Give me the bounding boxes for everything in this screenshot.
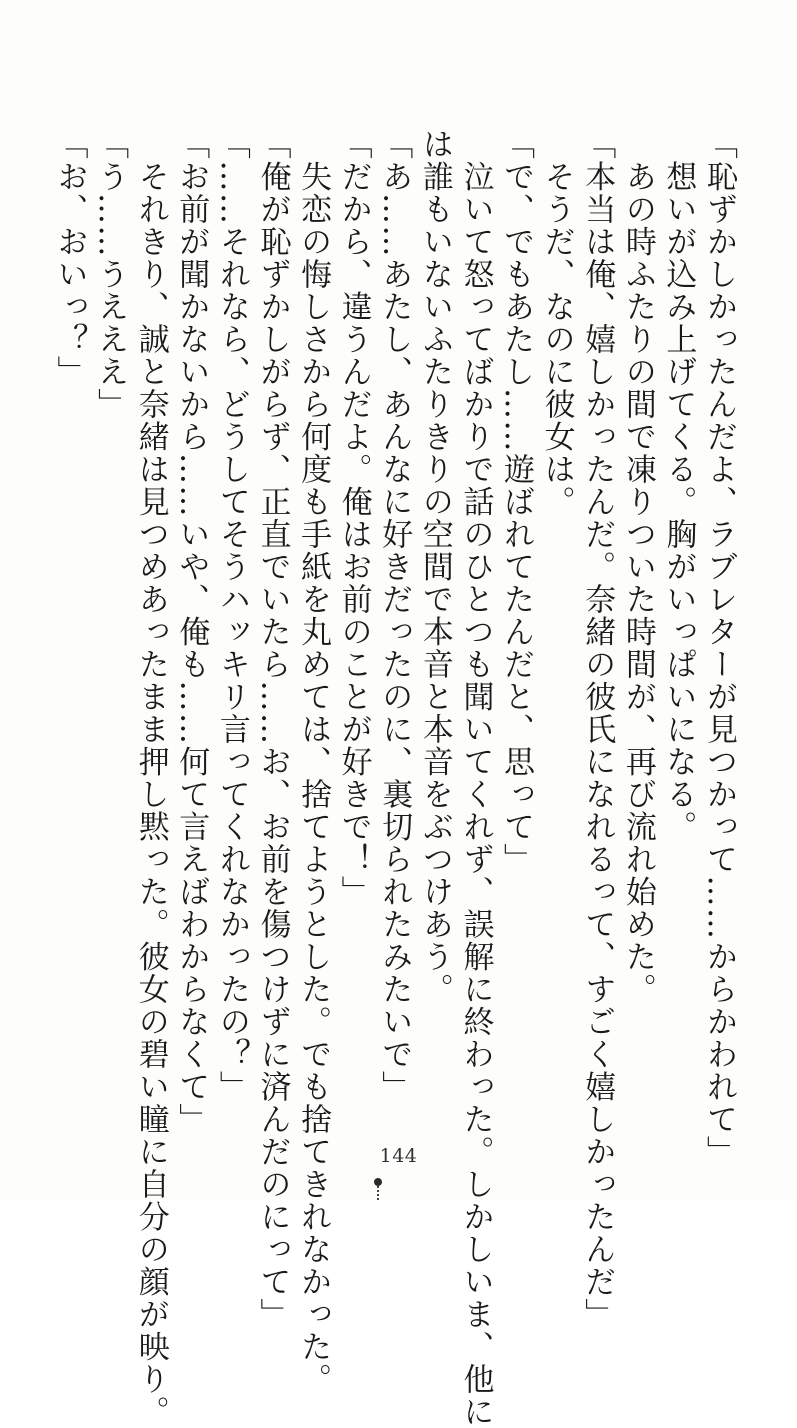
text-line: 泣いて怒ってばかりで話のひとつも聞いてくれず、誤解に終わった。しかしいま、他に — [457, 128, 494, 1428]
text-line: あの時ふたりの間で凍りついた時間が、再び流れ始めた。 — [619, 128, 656, 1006]
text-line: 「お前が聞かないから……いや、俺も……何て言えばわからなくて」 — [173, 128, 210, 1136]
text-line: 「恥ずかしかったんだよ、ラブレターが見つかって……からかわれて」 — [701, 128, 737, 1168]
text-line: 「だから、違うんだよ。俺はお前のことが好きで！」 — [335, 128, 372, 908]
text-line: 「……それなら、どうしてそうハッキリ言ってくれなかったの？」 — [213, 128, 250, 1103]
text-line: 「俺が恥ずかしがらず、正直でいたら……お、お前を傷つけずに済んだのにって」 — [254, 128, 291, 1331]
text-line: 「う……うえええ」 — [92, 128, 129, 421]
text-line: 「本当は俺、嬉しかったんだ。奈緒の彼氏になれるって、すごく嬉しかったんだ」 — [579, 128, 616, 1331]
text-line: 失恋の悔しさから何度も手紙を丸めては、捨てようとした。でも捨てきれなかった。 — [295, 128, 332, 1396]
text-line: そうだ、なのに彼女は。 — [538, 128, 575, 518]
text-line: 想いが込み上げてくる。胸がいっぱいになる。 — [660, 128, 697, 843]
text-line: 「あ……あたし、あんなに好きだったのに、裏切られたみたいで」 — [376, 128, 413, 1103]
binding-mark-icon — [373, 1178, 383, 1200]
text-line: は誰もいないふたりきりの空間で本音と本音をぶつけあう。 — [416, 128, 453, 1006]
text-line: それきり、誠と奈緒は見つめあったまま押し黙った。彼女の碧い瞳に自分の顔が映り。 — [132, 128, 169, 1428]
page-number: 144 — [379, 1145, 418, 1167]
text-line: 「で、でもあたし……遊ばれてたんだと、思って」 — [498, 128, 535, 876]
text-line: 「お、おいっ？」 — [51, 128, 88, 388]
